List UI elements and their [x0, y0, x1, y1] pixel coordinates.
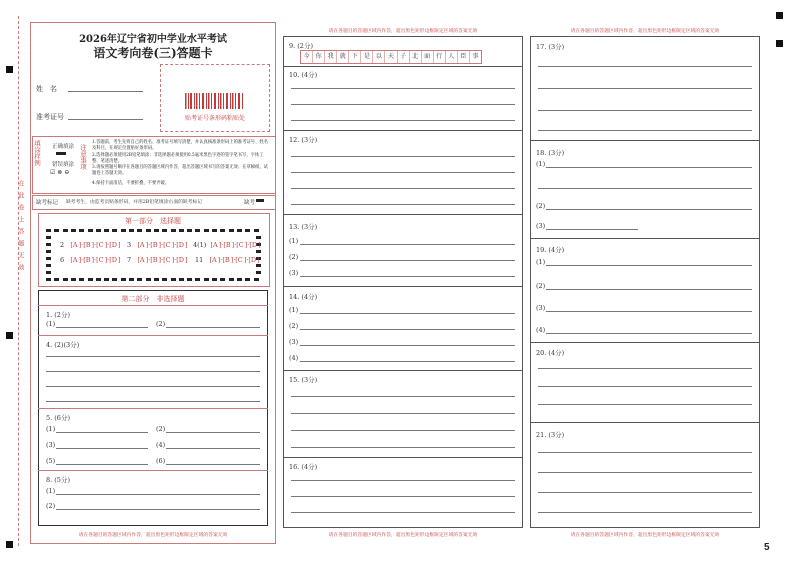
q5-sub6: (6) [156, 457, 166, 465]
question-separator [38, 470, 268, 471]
answer-line[interactable] [546, 229, 638, 230]
card-title: 语文考向卷(三)答题卡 [93, 46, 213, 60]
timing-mark [195, 278, 200, 281]
part2-title: 第二部分 非选择题 [121, 295, 185, 303]
q18-sub2: (2) [536, 202, 546, 210]
middle-top-notice: 请在各题目的答题区域内作答，超出黑色矩形边框限定区域的答案无效 [328, 29, 478, 34]
answer-line[interactable] [291, 188, 515, 189]
side-warning-text: 在此卷上答题无效 [17, 180, 24, 276]
timing-mark [46, 243, 51, 246]
corner-mark [776, 40, 783, 47]
q1-label: 1. (2分) [46, 311, 70, 319]
q8-sub2: (2) [46, 502, 56, 510]
q19-sub1: (1) [536, 258, 546, 266]
timing-mark [256, 264, 261, 267]
q5-sub4: (4) [156, 441, 166, 449]
timing-mark [137, 278, 142, 281]
answer-line[interactable] [166, 464, 260, 465]
q5-sub3: (3) [46, 441, 56, 449]
answer-line[interactable] [300, 313, 515, 314]
timing-mark [187, 278, 192, 281]
choice-options[interactable]: [A]·[B]·[C]·[D] [70, 241, 121, 249]
answer-line[interactable] [56, 448, 148, 449]
barcode-icon [185, 93, 245, 109]
timing-mark [245, 278, 250, 281]
timing-mark [256, 236, 261, 239]
answer-line[interactable] [538, 492, 752, 493]
timing-mark [96, 229, 101, 232]
q18-sub1: (1) [536, 160, 546, 168]
answer-line[interactable] [300, 260, 515, 261]
timing-mark [179, 229, 184, 232]
absent-text: 缺考考生，由监考员贴条形码，并用2B铅笔填涂右面的缺考标记 [66, 200, 203, 205]
timing-mark [254, 229, 259, 232]
middle-column [283, 36, 523, 528]
question-separator [283, 66, 523, 67]
notice-item-4: 4.保持卡面清洁，不要折叠、不要弄破。 [92, 181, 170, 186]
q1-sub1: (1) [46, 320, 56, 328]
q18-sub3: (3) [536, 222, 546, 230]
timing-mark [129, 229, 134, 232]
q14-sub2: (2) [289, 322, 299, 330]
question-separator [530, 238, 760, 239]
timing-mark [237, 278, 242, 281]
timing-mark [104, 229, 109, 232]
q20-label: 20. (4分) [536, 349, 565, 357]
timing-mark [137, 229, 142, 232]
name-line[interactable] [68, 91, 143, 92]
q9-sentence-grid[interactable] [300, 50, 482, 64]
timing-mark [212, 229, 217, 232]
answer-line[interactable] [538, 512, 752, 513]
q16-label: 16. (4分) [289, 463, 318, 471]
q9-grid-cell[interactable]: 下 [348, 51, 360, 63]
q9-grid-cell[interactable]: 行 [433, 51, 445, 63]
choice-options[interactable]: [A]·[B]·[C]·[D] [209, 256, 260, 264]
wrong-fill-mark: ☑ ⊗ ⊖ [50, 169, 70, 176]
timing-mark [46, 250, 51, 253]
answer-line[interactable] [291, 512, 515, 513]
timing-mark [204, 229, 209, 232]
q9-grid-cell[interactable]: 人 [445, 51, 457, 63]
q18-label: 18. (3分) [536, 149, 565, 157]
answer-line[interactable] [291, 88, 515, 89]
q9-grid-cell[interactable]: 面 [421, 51, 433, 63]
question-separator [38, 408, 268, 409]
timing-mark [46, 229, 51, 232]
choice-options[interactable]: [A]·[B]·[C]·[D] [137, 241, 188, 249]
q9-grid-cell[interactable]: 以 [372, 51, 384, 63]
q9-grid-cell[interactable]: 今 [303, 53, 310, 60]
correct-fill-label: 正确填涂 [52, 144, 75, 150]
q21-label: 21. (3分) [536, 431, 565, 439]
q19-sub4: (4) [536, 326, 546, 334]
answer-line[interactable] [46, 386, 260, 387]
timing-mark [229, 229, 234, 232]
part2-title-separator [38, 305, 268, 306]
answer-line[interactable] [56, 432, 148, 433]
q10-label: 10. (4分) [289, 71, 318, 79]
answer-line[interactable] [291, 172, 515, 173]
left-bottom-notice: 请在各题目的答题区域内作答，超出黑色矩形边框限定区域的答案无效 [78, 533, 228, 538]
timing-mark [63, 229, 68, 232]
notice-item-3: 3.请按照题号顺序在各题目的答题区域内作答，超出答题区域书写的答案无效；在草稿纸、试题卷上答题无效。 [92, 165, 268, 176]
question-separator [530, 422, 760, 423]
corner-mark [6, 66, 13, 73]
q13-sub2: (2) [289, 253, 299, 261]
timing-mark [146, 278, 151, 281]
timing-mark [171, 229, 176, 232]
left-side-strip [18, 16, 27, 546]
answer-line[interactable] [56, 494, 260, 495]
timing-mark [256, 250, 261, 253]
timing-mark [121, 229, 126, 232]
answer-line[interactable] [538, 404, 752, 405]
exam-no-label: 准考证号 [36, 113, 64, 121]
q9-grid-cell[interactable]: 就 [336, 51, 348, 63]
timing-mark [254, 278, 259, 281]
timing-mark [146, 229, 151, 232]
q14-label: 14. (4分) [289, 293, 318, 301]
corner-mark [6, 332, 13, 339]
timing-mark [46, 271, 51, 274]
middle-bottom-notice: 请在各题目的答题区域内作答，超出黑色矩形边框限定区域的答案无效 [328, 533, 478, 538]
answer-line[interactable] [538, 66, 752, 67]
timing-mark [46, 257, 51, 260]
question-number: 7 [127, 256, 132, 264]
q12-label: 12. (3分) [289, 136, 318, 144]
answer-line[interactable] [291, 204, 515, 205]
timing-mark [229, 278, 234, 281]
correct-fill-mark [56, 152, 66, 155]
question-number: 6 [60, 256, 65, 264]
question-number: 2 [60, 241, 65, 249]
answer-line[interactable] [300, 244, 515, 245]
notice-item-2: 2.选择题必须使用2B铅笔填涂；非选择题必须使用0.5毫米黑色字迹的签字笔书写，字体工整、笔迹清楚。 [92, 153, 264, 164]
timing-mark [46, 278, 51, 281]
question-number: 4(1) [193, 241, 207, 249]
answer-line[interactable] [300, 361, 515, 362]
timing-mark [195, 229, 200, 232]
answer-line[interactable] [538, 386, 752, 387]
absent-mark-label: 缺考 [244, 200, 256, 206]
q9-label: 9. (2分) [289, 42, 313, 50]
timing-mark [171, 278, 176, 281]
answer-line[interactable] [291, 104, 515, 105]
q9-grid-cell[interactable]: 是 [360, 51, 372, 63]
timing-mark [220, 229, 225, 232]
answer-line[interactable] [291, 430, 515, 431]
answer-line[interactable] [56, 464, 148, 465]
timing-mark [237, 229, 242, 232]
name-label: 姓 名 [36, 85, 57, 93]
barcode-label: 贴考证号条形码粘贴处 [184, 115, 245, 122]
timing-mark [46, 264, 51, 267]
timing-mark [256, 271, 261, 274]
answer-line[interactable] [300, 329, 515, 330]
timing-mark [212, 278, 217, 281]
q9-grid-cell[interactable]: 事 [469, 51, 481, 63]
answer-line[interactable] [291, 396, 515, 397]
right-top-notice: 请在各题目的答题区域内作答，超出黑色矩形边框限定区域的答案无效 [570, 29, 720, 34]
timing-mark [46, 236, 51, 239]
timing-mark [154, 278, 159, 281]
corner-mark [776, 12, 783, 19]
answer-line[interactable] [291, 120, 515, 121]
answer-line[interactable] [538, 368, 752, 369]
timing-mark [79, 229, 84, 232]
q17-label: 17. (3分) [536, 43, 565, 51]
q5-label: 5. (6分) [46, 414, 70, 422]
question-separator [38, 335, 268, 336]
answer-line[interactable] [546, 289, 752, 290]
choice-4-1[interactable] [193, 241, 261, 249]
answer-line[interactable] [166, 448, 260, 449]
timing-mark [104, 278, 109, 281]
question-separator [530, 140, 760, 141]
q14-sub3: (3) [289, 338, 299, 346]
choice-2[interactable] [60, 241, 121, 249]
answer-line[interactable] [538, 130, 752, 131]
timing-mark [79, 278, 84, 281]
timing-mark [154, 229, 159, 232]
exam-title: 2026年辽宁省初中学业水平考试 [79, 34, 227, 45]
q5-sub2: (2) [156, 425, 166, 433]
answer-line[interactable] [300, 276, 515, 277]
timing-mark [204, 278, 209, 281]
absent-mark-box[interactable] [256, 199, 264, 202]
q8-sub1: (1) [46, 487, 56, 495]
answer-line[interactable] [291, 480, 515, 481]
answer-line[interactable] [46, 356, 260, 357]
answer-line[interactable] [166, 432, 260, 433]
wrong-fill-label: 错误填涂 [52, 162, 75, 168]
timing-mark [162, 229, 167, 232]
question-separator [283, 286, 523, 287]
q13-label: 13. (3分) [289, 223, 318, 231]
timing-mark [88, 229, 93, 232]
q13-sub3: (3) [289, 269, 299, 277]
answer-line[interactable] [291, 447, 515, 448]
choice-options[interactable]: [A]·[B]·[C]·[D] [210, 241, 261, 249]
q4-label: 4. (2)(3分) [46, 341, 80, 349]
answer-line[interactable] [291, 413, 515, 414]
answer-line[interactable] [291, 156, 515, 157]
answer-line[interactable] [546, 209, 752, 210]
page-number: 5 [764, 542, 770, 553]
timing-mark [129, 278, 134, 281]
q5-sub5: (5) [46, 457, 56, 465]
q13-sub1: (1) [289, 237, 299, 245]
timing-mark [187, 229, 192, 232]
absent-label: 缺考标记 [36, 200, 59, 206]
q19-sub3: (3) [536, 304, 546, 312]
answer-line[interactable] [46, 371, 260, 372]
timing-mark [88, 278, 93, 281]
part1-title: 第一部分 选择题 [125, 217, 181, 225]
answer-line[interactable] [300, 345, 515, 346]
timing-mark [96, 278, 101, 281]
exam-no-line[interactable] [68, 119, 143, 120]
q9-grid-cell[interactable]: 北 [409, 51, 421, 63]
choice-7[interactable] [127, 256, 188, 264]
q1-sub2: (2) [156, 320, 166, 328]
q9-grid-cell[interactable]: 子 [397, 51, 409, 63]
choice-6[interactable] [60, 256, 121, 264]
answer-line[interactable] [291, 496, 515, 497]
timing-mark [54, 278, 59, 281]
answer-line[interactable] [56, 509, 260, 510]
question-number: 11 [195, 256, 204, 264]
timing-mark [54, 229, 59, 232]
answer-line[interactable] [538, 188, 752, 189]
timing-mark [71, 278, 76, 281]
q19-sub2: (2) [536, 282, 546, 290]
corner-mark [6, 541, 13, 548]
question-separator [530, 342, 760, 343]
q9-grid-cell[interactable]: 你 [312, 51, 324, 63]
timing-mark [179, 278, 184, 281]
notice-item-1: 1.答题前，考生先将自己的姓名、准考证号填写清楚，并认真核准条形码上的准考证号、姓名及科目，在规定位置贴好条形码。 [92, 140, 268, 151]
answer-line[interactable] [56, 327, 148, 328]
timing-mark [220, 278, 225, 281]
q5-sub1: (1) [46, 425, 56, 433]
timing-mark [112, 278, 117, 281]
choice-options[interactable]: [A]·[B]·[C]·[D] [137, 256, 188, 264]
fill-sample-title: 填涂样例 [33, 140, 41, 166]
answer-line[interactable] [546, 265, 752, 266]
answer-line[interactable] [538, 110, 752, 111]
choice-options[interactable]: [A]·[B]·[C]·[D] [70, 256, 121, 264]
answer-line[interactable] [538, 472, 752, 473]
q9-grid-cell[interactable]: 天 [384, 51, 396, 63]
choice-3[interactable] [127, 241, 188, 249]
q9-grid-cell[interactable]: 我 [324, 51, 336, 63]
timing-mark [121, 278, 126, 281]
timing-mark [71, 229, 76, 232]
q8-label: 8. (5分) [46, 476, 70, 484]
question-separator [283, 214, 523, 215]
q15-label: 15. (3分) [289, 376, 318, 384]
question-separator [283, 370, 523, 371]
answer-line[interactable] [546, 167, 752, 168]
answer-line[interactable] [546, 333, 752, 334]
answer-line[interactable] [538, 452, 752, 453]
timing-mark [63, 278, 68, 281]
right-bottom-notice: 请在各题目的答题区域内作答，超出黑色矩形边框限定区域的答案无效 [570, 533, 720, 538]
answer-line[interactable] [538, 88, 752, 89]
question-separator [283, 457, 523, 458]
q19-label: 19. (4分) [536, 246, 565, 254]
notice-title: 注意事项 [79, 144, 87, 170]
timing-mark [162, 278, 167, 281]
q14-sub4: (4) [289, 354, 299, 362]
answer-line[interactable] [166, 327, 260, 328]
q9-grid-cell[interactable]: 臣 [457, 51, 469, 63]
timing-mark [245, 229, 250, 232]
choice-11[interactable] [195, 256, 260, 264]
question-number: 3 [127, 241, 132, 249]
barcode-area[interactable] [160, 64, 270, 132]
question-separator [283, 130, 523, 131]
answer-line[interactable] [46, 401, 260, 402]
timing-mark [112, 229, 117, 232]
q14-sub1: (1) [289, 306, 299, 314]
answer-line[interactable] [546, 311, 752, 312]
